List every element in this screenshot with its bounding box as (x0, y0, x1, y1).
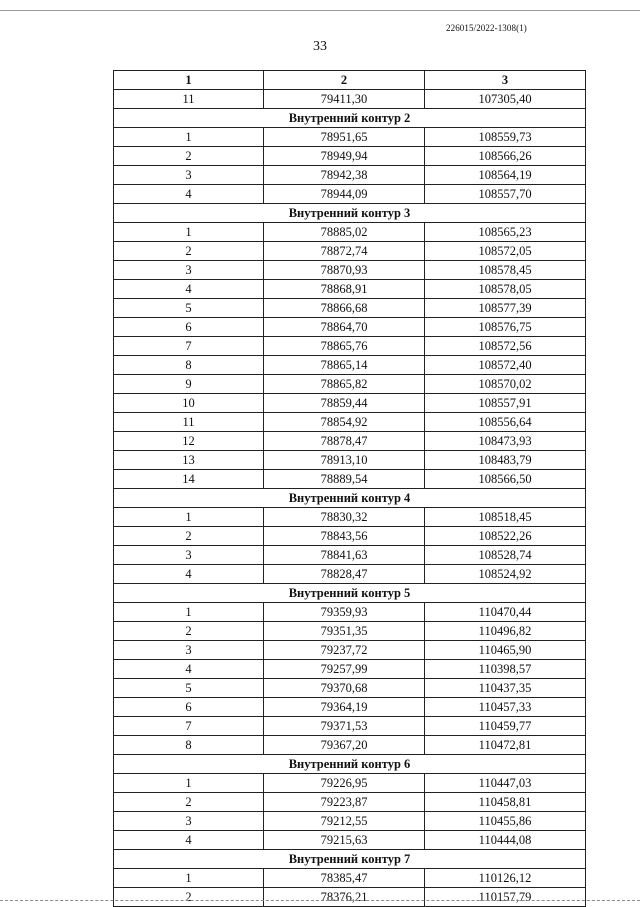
table-row (114, 888, 586, 907)
y-coordinate-cell: 108576,75 (425, 318, 586, 337)
point-number-cell: 4 (114, 831, 264, 850)
table-row (114, 242, 586, 261)
table-header-row (114, 71, 586, 90)
x-coordinate-cell: 78376,21 (264, 888, 425, 907)
table-row (114, 90, 586, 109)
point-number-cell: 2 (114, 242, 264, 261)
point-number-cell: 2 (114, 527, 264, 546)
y-coordinate-cell: 110437,35 (425, 679, 586, 698)
y-coordinate-cell: 108578,45 (425, 261, 586, 280)
y-coordinate-cell: 110157,79 (425, 888, 586, 907)
table-row (114, 128, 586, 147)
y-coordinate-cell: 108522,26 (425, 527, 586, 546)
y-coordinate-cell: 108557,70 (425, 185, 586, 204)
point-number-cell: 7 (114, 717, 264, 736)
table-body (114, 90, 586, 907)
y-coordinate-cell: 108577,39 (425, 299, 586, 318)
section-header-row (114, 204, 586, 223)
table-row (114, 546, 586, 565)
x-coordinate-cell: 78864,70 (264, 318, 425, 337)
x-coordinate-cell: 79411,30 (264, 90, 425, 109)
y-coordinate-cell: 108524,92 (425, 565, 586, 584)
table-row (114, 622, 586, 641)
x-coordinate-cell: 79226,95 (264, 774, 425, 793)
x-coordinate-cell: 78944,09 (264, 185, 425, 204)
y-coordinate-cell: 110126,12 (425, 869, 586, 888)
y-coordinate-cell: 108566,26 (425, 147, 586, 166)
section-title: Внутренний контур 6 (114, 755, 586, 774)
table-row (114, 508, 586, 527)
section-header-row (114, 109, 586, 128)
table-row (114, 394, 586, 413)
point-number-cell: 9 (114, 375, 264, 394)
point-number-cell: 11 (114, 413, 264, 432)
section-header-row (114, 850, 586, 869)
table-row (114, 641, 586, 660)
table-row (114, 318, 586, 337)
point-number-cell: 11 (114, 90, 264, 109)
y-coordinate-cell: 110458,81 (425, 793, 586, 812)
table-row (114, 698, 586, 717)
page-number: 33 (313, 39, 327, 54)
x-coordinate-cell: 78865,14 (264, 356, 425, 375)
y-coordinate-cell: 108559,73 (425, 128, 586, 147)
table-row (114, 660, 586, 679)
table-row (114, 869, 586, 888)
point-number-cell: 3 (114, 261, 264, 280)
x-coordinate-cell: 78885,02 (264, 223, 425, 242)
table-row (114, 223, 586, 242)
x-coordinate-cell: 78828,47 (264, 565, 425, 584)
point-number-cell: 5 (114, 299, 264, 318)
table-row (114, 261, 586, 280)
x-coordinate-cell: 78870,93 (264, 261, 425, 280)
x-coordinate-cell: 79359,93 (264, 603, 425, 622)
y-coordinate-cell: 108566,50 (425, 470, 586, 489)
table-row (114, 185, 586, 204)
y-coordinate-cell: 108518,45 (425, 508, 586, 527)
table-row (114, 356, 586, 375)
x-coordinate-cell: 78866,68 (264, 299, 425, 318)
y-coordinate-cell: 110444,08 (425, 831, 586, 850)
point-number-cell: 1 (114, 223, 264, 242)
x-coordinate-cell: 78843,56 (264, 527, 425, 546)
y-coordinate-cell: 108565,23 (425, 223, 586, 242)
x-coordinate-cell: 78859,44 (264, 394, 425, 413)
point-number-cell: 4 (114, 660, 264, 679)
y-coordinate-cell: 108556,64 (425, 413, 586, 432)
x-coordinate-cell: 79370,68 (264, 679, 425, 698)
table-row (114, 831, 586, 850)
x-coordinate-cell: 78830,32 (264, 508, 425, 527)
point-number-cell: 10 (114, 394, 264, 413)
section-title: Внутренний контур 4 (114, 489, 586, 508)
section-title: Внутренний контур 3 (114, 204, 586, 223)
x-coordinate-cell: 78865,82 (264, 375, 425, 394)
y-coordinate-cell: 108528,74 (425, 546, 586, 565)
point-number-cell: 13 (114, 451, 264, 470)
column-header-y: 3 (425, 71, 586, 90)
y-coordinate-cell: 110465,90 (425, 641, 586, 660)
point-number-cell: 2 (114, 622, 264, 641)
x-coordinate-cell: 78865,76 (264, 337, 425, 356)
x-coordinate-cell: 79364,19 (264, 698, 425, 717)
table-row (114, 470, 586, 489)
table-row (114, 527, 586, 546)
x-coordinate-cell: 78949,94 (264, 147, 425, 166)
y-coordinate-cell: 108473,93 (425, 432, 586, 451)
x-coordinate-cell: 78913,10 (264, 451, 425, 470)
table-row (114, 432, 586, 451)
table-row (114, 166, 586, 185)
point-number-cell: 3 (114, 546, 264, 565)
y-coordinate-cell: 108557,91 (425, 394, 586, 413)
point-number-cell: 1 (114, 869, 264, 888)
y-coordinate-cell: 110470,44 (425, 603, 586, 622)
table-row (114, 451, 586, 470)
x-coordinate-cell: 79212,55 (264, 812, 425, 831)
y-coordinate-cell: 108578,05 (425, 280, 586, 299)
section-header-row (114, 489, 586, 508)
x-coordinate-cell: 78841,63 (264, 546, 425, 565)
point-number-cell: 8 (114, 736, 264, 755)
point-number-cell: 3 (114, 166, 264, 185)
point-number-cell: 12 (114, 432, 264, 451)
point-number-cell: 14 (114, 470, 264, 489)
point-number-cell: 4 (114, 185, 264, 204)
y-coordinate-cell: 110457,33 (425, 698, 586, 717)
point-number-cell: 3 (114, 641, 264, 660)
table-row (114, 812, 586, 831)
y-coordinate-cell: 107305,40 (425, 90, 586, 109)
x-coordinate-cell: 78868,91 (264, 280, 425, 299)
column-header-x: 2 (264, 71, 425, 90)
point-number-cell: 2 (114, 793, 264, 812)
y-coordinate-cell: 108564,19 (425, 166, 586, 185)
table-row (114, 147, 586, 166)
point-number-cell: 4 (114, 280, 264, 299)
point-number-cell: 2 (114, 888, 264, 907)
x-coordinate-cell: 79223,87 (264, 793, 425, 812)
table-row (114, 299, 586, 318)
section-header-row (114, 755, 586, 774)
table-row (114, 413, 586, 432)
table-row (114, 736, 586, 755)
x-coordinate-cell: 78385,47 (264, 869, 425, 888)
x-coordinate-cell: 79371,53 (264, 717, 425, 736)
table-row (114, 280, 586, 299)
y-coordinate-cell: 110496,82 (425, 622, 586, 641)
x-coordinate-cell: 78878,47 (264, 432, 425, 451)
x-coordinate-cell: 79237,72 (264, 641, 425, 660)
x-coordinate-cell: 78854,92 (264, 413, 425, 432)
point-number-cell: 1 (114, 774, 264, 793)
y-coordinate-cell: 110398,57 (425, 660, 586, 679)
y-coordinate-cell: 110472,81 (425, 736, 586, 755)
document-id: 226015/2022-1308(1) (446, 23, 527, 33)
section-header-row (114, 584, 586, 603)
table-row (114, 603, 586, 622)
table-row (114, 774, 586, 793)
point-number-cell: 1 (114, 603, 264, 622)
y-coordinate-cell: 108572,40 (425, 356, 586, 375)
point-number-cell: 1 (114, 128, 264, 147)
point-number-cell: 3 (114, 812, 264, 831)
x-coordinate-cell: 79257,99 (264, 660, 425, 679)
table-row (114, 565, 586, 584)
column-header-number: 1 (114, 71, 264, 90)
x-coordinate-cell: 79367,20 (264, 736, 425, 755)
point-number-cell: 5 (114, 679, 264, 698)
table-row (114, 375, 586, 394)
point-number-cell: 6 (114, 698, 264, 717)
point-number-cell: 4 (114, 565, 264, 584)
y-coordinate-cell: 110455,86 (425, 812, 586, 831)
coordinates-table (113, 70, 586, 907)
point-number-cell: 7 (114, 337, 264, 356)
section-title: Внутренний контур 5 (114, 584, 586, 603)
bottom-scan-rule (0, 900, 640, 901)
point-number-cell: 6 (114, 318, 264, 337)
x-coordinate-cell: 78889,54 (264, 470, 425, 489)
x-coordinate-cell: 78951,65 (264, 128, 425, 147)
y-coordinate-cell: 108570,02 (425, 375, 586, 394)
y-coordinate-cell: 108483,79 (425, 451, 586, 470)
x-coordinate-cell: 78872,74 (264, 242, 425, 261)
y-coordinate-cell: 108572,56 (425, 337, 586, 356)
x-coordinate-cell: 78942,38 (264, 166, 425, 185)
point-number-cell: 8 (114, 356, 264, 375)
x-coordinate-cell: 79215,63 (264, 831, 425, 850)
table-row (114, 679, 586, 698)
y-coordinate-cell: 110447,03 (425, 774, 586, 793)
table-row (114, 337, 586, 356)
x-coordinate-cell: 79351,35 (264, 622, 425, 641)
top-scan-rule (0, 10, 640, 11)
table-row (114, 793, 586, 812)
point-number-cell: 1 (114, 508, 264, 527)
section-title: Внутренний контур 7 (114, 850, 586, 869)
point-number-cell: 2 (114, 147, 264, 166)
y-coordinate-cell: 108572,05 (425, 242, 586, 261)
section-title: Внутренний контур 2 (114, 109, 586, 128)
table-row (114, 717, 586, 736)
y-coordinate-cell: 110459,77 (425, 717, 586, 736)
